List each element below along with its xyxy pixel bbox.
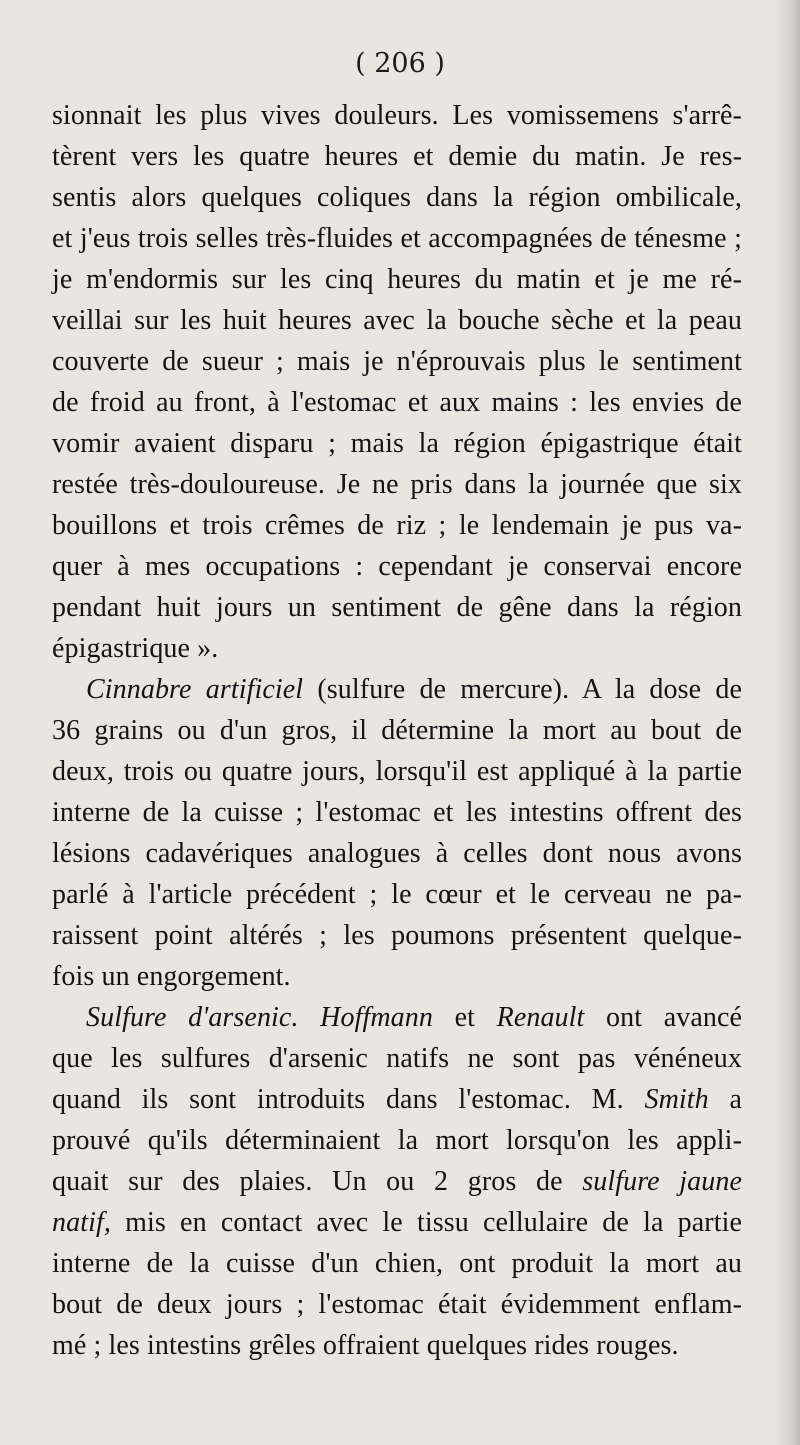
- text-line: raissent point altérés ; les poumons présentent quelque-: [52, 920, 742, 951]
- text-line: veillai sur les huit heures avec la bouche sèche et la peau: [52, 305, 742, 336]
- text-line: interne de la cuisse ; l'estomac et les intestins offrent des: [52, 797, 742, 828]
- text-line: que les sulfures d'arsenic natifs ne sont pas vénéneux: [52, 1043, 742, 1074]
- italic-term: Cinnabre artificiel: [86, 674, 304, 705]
- page-edge-shadow: [774, 0, 800, 1445]
- text-line: épigastrique ».: [52, 633, 219, 664]
- text-line: prouvé qu'ils déterminaient la mort lorsqu'on les appli-: [52, 1125, 742, 1156]
- text-run: ont avancé: [584, 1002, 743, 1033]
- page-number: ( 206 ): [355, 48, 445, 79]
- text-run: (sulfure de mercure). A la dose de: [303, 674, 742, 705]
- text-line: restée très-douloureuse. Je ne pris dans la journée que six: [52, 469, 742, 500]
- text-line: je m'endormis sur les cinq heures du matin et je me ré-: [52, 264, 742, 295]
- text-line: parlé à l'article précédent ; le cœur et le cerveau ne pa-: [52, 879, 742, 910]
- author-name: Smith: [644, 1084, 709, 1115]
- text-line: [52, 1161, 742, 1202]
- text-line: 36 grains ou d'un gros, il détermine la mort au bout de: [52, 715, 742, 746]
- text-line: sionnait les plus vives douleurs. Les vomissemens s'arrê-: [52, 100, 742, 131]
- paragraph-first-line: [52, 997, 742, 1038]
- paragraph-first-line: [52, 669, 742, 710]
- text-line: couverte de sueur ; mais je n'éprouvais plus le sentiment: [52, 346, 742, 377]
- italic-term: sulfure jaune: [582, 1166, 743, 1197]
- author-name: Hoffmann: [320, 1002, 433, 1033]
- text-line: bouillons et trois crêmes de riz ; le lendemain je pus va-: [52, 510, 742, 541]
- text-line: deux, trois ou quatre jours, lorsqu'il est appliqué à la partie: [52, 756, 742, 787]
- text-run: et: [432, 1002, 497, 1033]
- text-line: bout de deux jours ; l'estomac était évidemment enflam-: [52, 1289, 742, 1320]
- body-text: [52, 95, 742, 1366]
- text-line: [52, 1079, 742, 1120]
- text-line: tèrent vers les quatre heures et demie du matin. Je res-: [52, 141, 742, 172]
- text-line: quer à mes occupations : cependant je conservai encore: [52, 551, 742, 582]
- text-line: lésions cadavériques analogues à celles dont nous avons: [52, 838, 742, 869]
- text-line: [52, 1202, 742, 1243]
- text-line: sentis alors quelques coliques dans la région ombilicale,: [52, 182, 742, 213]
- text-line: de froid au front, à l'estomac et aux mains : les envies de: [52, 387, 742, 418]
- italic-term: Sulfure d'arsenic.: [86, 1002, 299, 1033]
- author-name: Renault: [496, 1002, 585, 1033]
- text-line: fois un engorgement.: [52, 961, 291, 992]
- text-run: a: [708, 1084, 742, 1115]
- text-line: et j'eus trois selles très-fluides et accompagnées de ténesme ;: [52, 223, 742, 254]
- text-run: quait sur des plaies. Un ou 2 gros de: [52, 1166, 583, 1197]
- text-line: mé ; les intestins grêles offraient quelques rides rouges.: [52, 1330, 679, 1361]
- text-line: vomir avaient disparu ; mais la région épigastrique était: [52, 428, 742, 459]
- text-line: pendant huit jours un sentiment de gêne dans la région: [52, 592, 742, 623]
- italic-term: natif,: [52, 1207, 111, 1238]
- text-line: interne de la cuisse d'un chien, ont produit la mort au: [52, 1248, 742, 1279]
- text-run: mis en contact avec le tissu cellulaire de la partie: [110, 1207, 742, 1238]
- text-run: quand ils sont introduits dans l'estomac. M.: [52, 1084, 645, 1115]
